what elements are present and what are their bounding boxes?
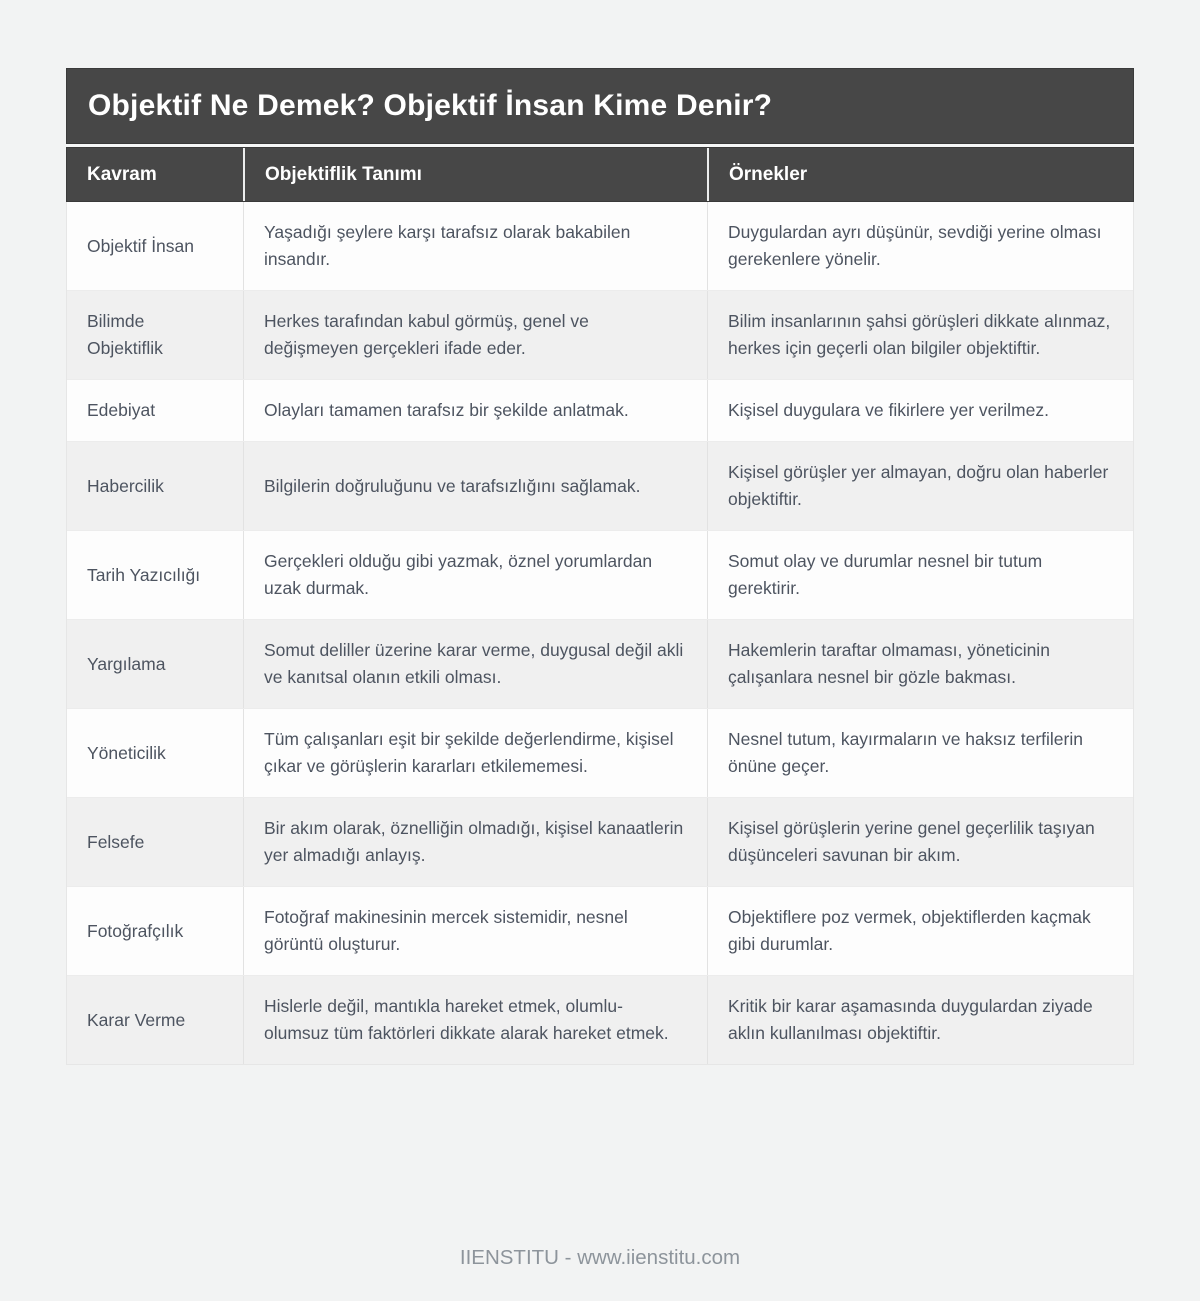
tanim-cell [243,202,707,290]
tanim-text: Somut deliller üzerine karar verme, duygusal değil akli ve kanıtsal olanın etkili olması. [264,640,684,687]
kavram-text: Tarih Yazıcılığı [87,564,201,585]
ornek-cell [707,798,1133,886]
table-body [66,202,1134,1065]
kavram-cell [67,202,243,290]
table-row [67,290,1133,379]
tanim-cell [243,291,707,379]
ornek-text: Kritik bir karar aşamasında duygulardan ziyade aklın kullanılması objektiftir. [728,996,1093,1043]
kavram-text: Habercilik [87,475,164,496]
ornek-text: Nesnel tutum, kayırmaların ve haksız terfilerin önüne geçer. [728,729,1083,776]
ornek-text: Kişisel görüşler yer almayan, doğru olan haberler objektiftir. [728,462,1109,509]
page-title-text: Objektif Ne Demek? Objektif İnsan Kime Denir? [88,89,773,122]
table-row [67,797,1133,886]
ornek-cell [707,976,1133,1064]
tanim-text: Bilgilerin doğruluğunu ve tarafsızlığını sağlamak. [264,475,641,496]
tanim-cell [243,531,707,619]
kavram-cell [67,380,243,441]
kavram-cell [67,531,243,619]
tanim-cell [243,620,707,708]
table-header-row [66,147,1134,202]
kavram-cell [67,709,243,797]
kavram-cell [67,887,243,975]
table-row [67,530,1133,619]
kavram-cell [67,976,243,1064]
tanim-cell [243,380,707,441]
kavram-text: Yöneticilik [87,742,166,763]
table-row [67,975,1133,1064]
kavram-text: Karar Verme [87,1009,186,1030]
column-header-tanim [243,148,707,201]
tanim-text: Fotoğraf makinesinin mercek sistemidir, nesnel görüntü oluşturur. [264,907,628,954]
kavram-text: Bilimde Objektiflik [87,311,163,358]
column-header-kavram-label: Kavram [87,163,157,185]
ornek-cell [707,531,1133,619]
tanim-cell [243,887,707,975]
footer-credit-text: IIENSTITU - www.iienstitu.com [459,1246,741,1269]
tanim-text: Tüm çalışanları eşit bir şekilde değerlendirme, kişisel çıkar ve görüşlerin kararları etkilememesi. [264,729,674,776]
kavram-cell [67,291,243,379]
objektif-table [66,68,1134,1065]
kavram-text: Edebiyat [87,400,156,420]
ornek-cell [707,202,1133,290]
column-header-tanim-label: Objektiflik Tanımı [265,163,422,185]
tanim-text: Herkes tarafından kabul görmüş, genel ve değişmeyen gerçekleri ifade eder. [264,311,589,358]
kavram-text: Fotoğrafçılık [87,920,184,941]
tanim-cell [243,442,707,530]
tanim-text: Gerçekleri olduğu gibi yazmak, öznel yorumlardan uzak durmak. [264,551,653,598]
tanim-text: Hislerle değil, mantıkla hareket etmek, olumlu-olumsuz tüm faktörleri dikkate alarak hareket etmek. [264,996,669,1043]
ornek-text: Kişisel görüşlerin yerine genel geçerlilik taşıyan düşünceleri savunan bir akım. [728,818,1095,865]
tanim-text: Olayları tamamen tarafsız bir şekilde anlatmak. [264,400,629,420]
ornek-text: Objektiflere poz vermek, objektiflerden kaçmak gibi durumlar. [728,907,1091,954]
kavram-cell [67,798,243,886]
ornek-text: Somut olay ve durumlar nesnel bir tutum gerektirir. [728,551,1043,598]
table-row [67,441,1133,530]
table-row [67,619,1133,708]
ornek-cell [707,887,1133,975]
ornek-text: Bilim insanlarının şahsi görüşleri dikkate alınmaz, herkes için geçerli olan bilgiler objektiftir. [728,311,1111,358]
ornek-cell [707,291,1133,379]
ornek-text: Hakemlerin taraftar olmaması, yöneticinin çalışanlara nesnel bir gözle bakması. [728,640,1050,687]
ornek-cell [707,709,1133,797]
footer [0,1246,1200,1270]
tanim-text: Bir akım olarak, öznelliğin olmadığı, kişisel kanaatlerin yer almadığı anlayış. [264,818,684,865]
table-row [67,708,1133,797]
ornek-cell [707,620,1133,708]
page-title [66,68,1134,144]
tanim-cell [243,798,707,886]
table-row [67,379,1133,441]
ornek-text: Duygulardan ayrı düşünür, sevdiği yerine olması gerekenlere yönelir. [728,222,1102,269]
kavram-cell [67,442,243,530]
ornek-text: Kişisel duygulara ve fikirlere yer verilmez. [728,400,1049,420]
ornek-cell [707,442,1133,530]
column-header-ornekler [707,148,1133,201]
tanim-cell [243,709,707,797]
tanim-cell [243,976,707,1064]
column-header-kavram [67,148,243,201]
kavram-text: Yargılama [87,653,166,674]
table-row [67,202,1133,290]
column-header-ornekler-label: Örnekler [729,163,808,185]
kavram-text: Felsefe [87,831,145,852]
kavram-cell [67,620,243,708]
ornek-cell [707,380,1133,441]
kavram-text: Objektif İnsan [87,235,194,256]
tanim-text: Yaşadığı şeylere karşı tarafsız olarak bakabilen insandır. [264,222,631,269]
table-row [67,886,1133,975]
